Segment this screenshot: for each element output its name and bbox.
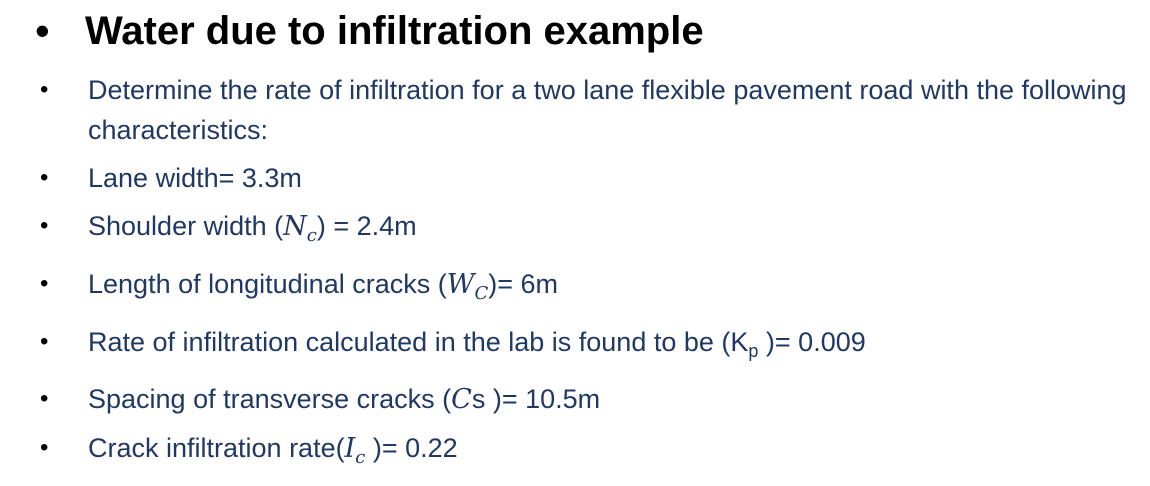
symbol-subscript: c <box>355 447 366 468</box>
lab-rate-subscript: p <box>748 341 759 361</box>
slide-title: Water due to infiltration example <box>85 9 704 53</box>
lane-width-text: Lane width= 3.3m <box>88 163 302 193</box>
crack-rate-symbol <box>344 433 366 468</box>
bullet-dot: • <box>40 164 49 191</box>
transverse-cracks-value: s )= 10.5m <box>471 384 601 414</box>
symbol-letter: I <box>344 433 356 464</box>
bullet-item-transverse-cracks <box>40 379 1145 420</box>
bullet-dot: • <box>40 76 49 103</box>
symbol-subscript: C <box>474 283 489 304</box>
bullet-item-lab-infiltration-rate <box>40 322 1145 371</box>
bullet-dot: • <box>40 270 49 297</box>
longitudinal-cracks-symbol <box>446 269 489 304</box>
problem-text: Determine the rate of infiltration for a two lane flexible pavement road with the following characteristics: <box>88 75 1127 145</box>
title-bullet: • <box>35 7 50 54</box>
bullet-item-shoulder-width <box>40 206 1145 256</box>
symbol-subscript: c <box>306 225 317 246</box>
shoulder-width-symbol <box>283 211 317 246</box>
crack-rate-value: )= 0.22 <box>365 433 458 463</box>
bullet-dot: • <box>40 434 49 461</box>
longitudinal-cracks-value: )= 6m <box>488 269 559 299</box>
bullet-dot: • <box>40 328 49 355</box>
bullet-item-problem <box>40 70 1145 150</box>
shoulder-width-label: Shoulder width ( <box>88 211 284 241</box>
bullet-item-crack-infiltration-rate <box>40 428 1145 478</box>
lab-rate-value: )= 0.009 <box>758 327 866 357</box>
title-row <box>35 4 704 58</box>
symbol-letter: N <box>283 211 307 242</box>
crack-rate-label: Crack infiltration rate( <box>88 433 345 463</box>
shoulder-width-value: ) = 2.4m <box>316 211 417 241</box>
bullet-dot: • <box>40 385 49 412</box>
bullet-list <box>40 70 1145 486</box>
transverse-cracks-symbol: C <box>451 384 472 415</box>
bullet-item-lane-width <box>40 158 1145 198</box>
transverse-cracks-label: Spacing of transverse cracks ( <box>88 384 452 414</box>
bullet-dot: • <box>40 212 49 239</box>
symbol-letter: W <box>446 269 475 300</box>
bullet-item-longitudinal-cracks <box>40 264 1145 314</box>
lab-rate-label: Rate of infiltration calculated in the lab is found to be (K <box>88 327 749 357</box>
longitudinal-cracks-label: Length of longitudinal cracks ( <box>88 269 447 299</box>
